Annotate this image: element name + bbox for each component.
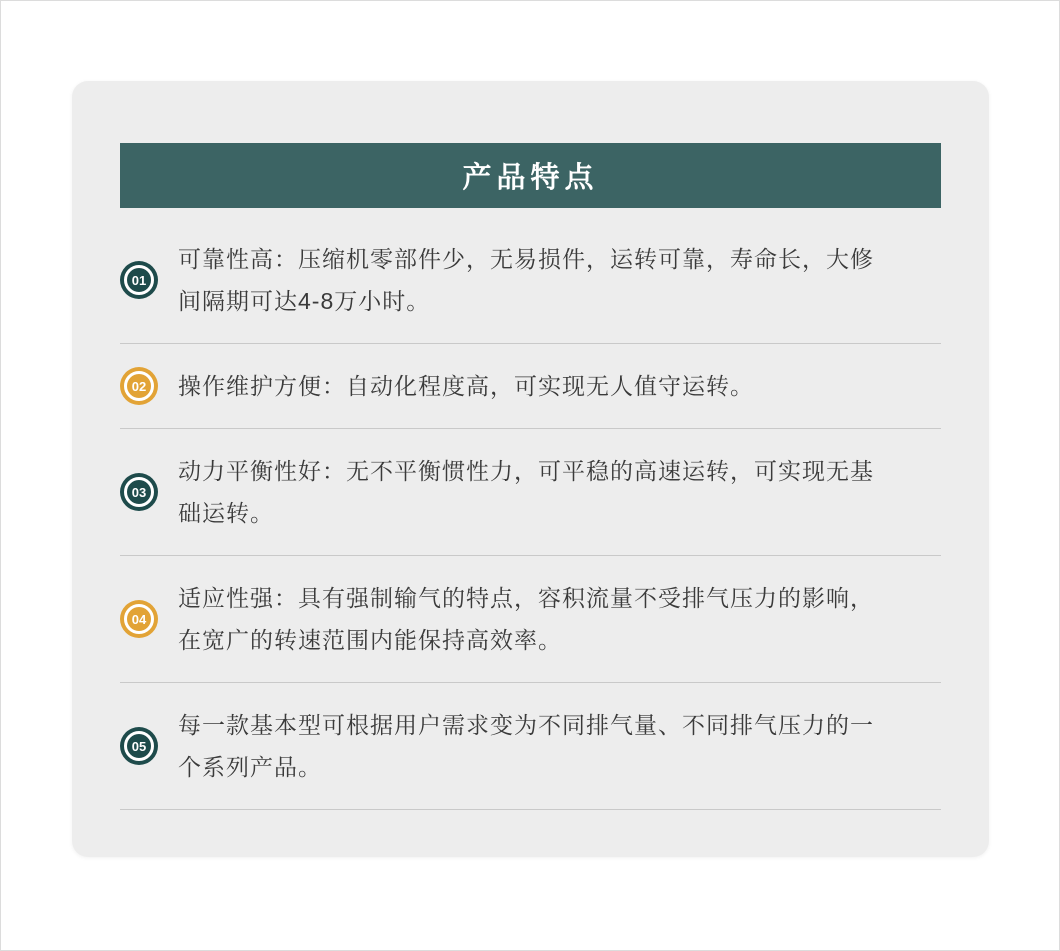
feature-list bbox=[120, 208, 941, 810]
feature-number: 02 bbox=[124, 371, 154, 401]
feature-text: 操作维护方便：自动化程度高，可实现无人值守运转。 bbox=[178, 373, 754, 399]
feature-item bbox=[120, 683, 941, 810]
feature-text: 动力平衡性好：无不平衡惯性力，可平稳的高速运转，可实现无基础运转。 bbox=[178, 458, 874, 526]
feature-number: 05 bbox=[124, 731, 154, 761]
feature-number: 01 bbox=[124, 265, 154, 295]
section-title: 产品特点 bbox=[462, 162, 599, 194]
feature-number-badge bbox=[120, 261, 158, 299]
feature-text: 每一款基本型可根据用户需求变为不同排气量、不同排气压力的一个系列产品。 bbox=[178, 712, 874, 780]
feature-item bbox=[120, 344, 941, 429]
feature-number-badge bbox=[120, 473, 158, 511]
feature-item bbox=[120, 208, 941, 344]
section-header-banner bbox=[120, 143, 941, 208]
feature-number-badge bbox=[120, 600, 158, 638]
feature-text: 可靠性高：压缩机零部件少，无易损件，运转可靠，寿命长，大修间隔期可达4-8万小时。 bbox=[178, 246, 874, 314]
feature-number: 03 bbox=[124, 477, 154, 507]
feature-item bbox=[120, 556, 941, 683]
feature-item bbox=[120, 429, 941, 556]
feature-number-badge bbox=[120, 727, 158, 765]
product-features-card bbox=[72, 81, 989, 857]
feature-number: 04 bbox=[124, 604, 154, 634]
feature-number-badge bbox=[120, 367, 158, 405]
feature-text: 适应性强：具有强制输气的特点，容积流量不受排气压力的影响，在宽广的转速范围内能保持高效率。 bbox=[178, 585, 874, 653]
